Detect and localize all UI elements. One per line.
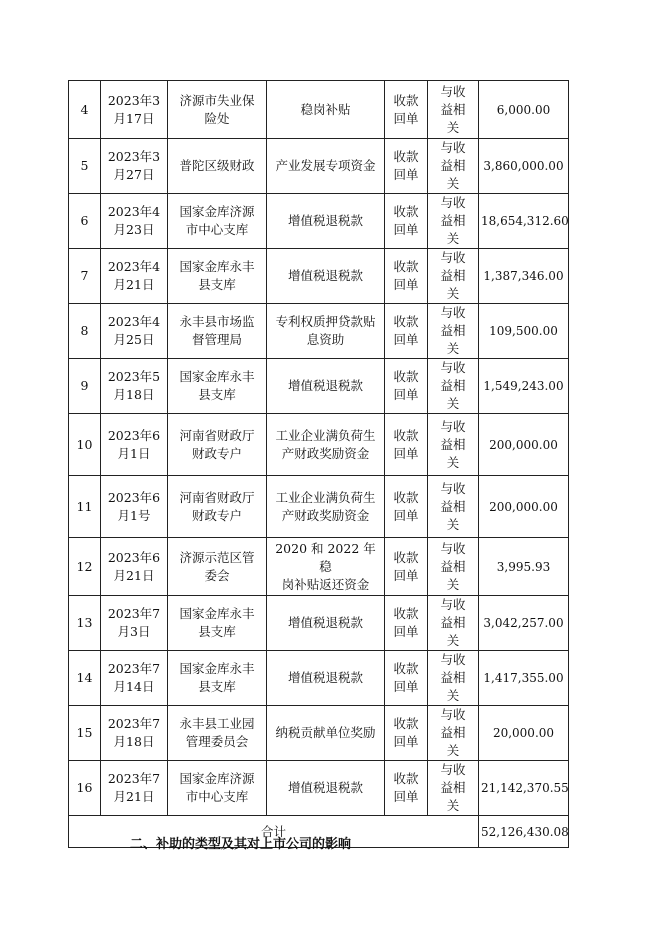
subsidy-item-line: 产业发展专项资金: [275, 158, 376, 173]
voucher-type-line: 回单: [393, 624, 419, 639]
table-row: [69, 304, 569, 359]
relation-type-line: 益相: [440, 780, 466, 795]
voucher-type-line: 回单: [393, 222, 419, 237]
voucher-type: [385, 538, 428, 596]
table-row: [69, 596, 569, 651]
relation-type-line: 关: [446, 516, 460, 532]
payer-line: 河南省财政厅: [179, 489, 255, 505]
relation-type-line: 益相: [440, 213, 466, 228]
subsidy-item: [267, 538, 385, 596]
receipt-date-line: 月18日: [113, 734, 155, 749]
relation-type-line: 与收: [440, 250, 466, 265]
relation-type-line: 关: [446, 454, 460, 470]
voucher-type: [385, 81, 428, 139]
receipt-date-line: 月3日: [117, 624, 151, 639]
relation-type-line: 与收: [440, 360, 466, 375]
receipt-date: [101, 761, 168, 816]
subsidy-item-line: 纳税贡献单位奖励: [275, 725, 376, 740]
receipt-date-line: 2023年7: [107, 606, 161, 621]
subsidy-item: [267, 706, 385, 761]
receipt-date-line: 2023年6: [107, 489, 161, 505]
row-number: 11: [69, 476, 101, 538]
voucher-type: [385, 249, 428, 304]
amount: 1,387,346.00: [479, 249, 569, 304]
voucher-type-line: 回单: [393, 387, 419, 402]
payer-line: 险处: [204, 110, 230, 126]
relation-type: [428, 476, 479, 538]
voucher-type-line: 回单: [393, 110, 419, 126]
voucher-type-line: 收款: [393, 489, 419, 505]
voucher-type-line: 收款: [393, 549, 419, 565]
row-number: 8: [69, 304, 101, 359]
payer: [168, 414, 267, 476]
table-row: [69, 651, 569, 706]
payer-line: 财政专户: [191, 507, 242, 523]
relation-type-line: 益相: [440, 615, 466, 630]
receipt-date-line: 月27日: [113, 167, 155, 182]
payer-line: 县支库: [198, 679, 236, 694]
payer-line: 国家金库永丰: [179, 369, 255, 384]
amount: 200,000.00: [479, 476, 569, 538]
subsidy-item-line: 产财政奖励资金: [281, 445, 370, 461]
subsidy-item: [267, 249, 385, 304]
relation-type-line: 与收: [440, 140, 466, 155]
voucher-type-line: 回单: [393, 679, 419, 694]
receipt-date-line: 月21日: [113, 277, 155, 292]
row-number: 4: [69, 81, 101, 139]
amount: 18,654,312.60: [479, 194, 569, 249]
relation-type: [428, 304, 479, 359]
subsidy-item-line: 产财政奖励资金: [281, 507, 370, 523]
relation-type-line: 益相: [440, 158, 466, 173]
receipt-date-line: 2023年7: [107, 771, 161, 786]
payer-line: 河南省财政厅: [179, 427, 255, 443]
relation-type-line: 益相: [440, 725, 466, 740]
relation-type-line: 与收: [440, 418, 466, 434]
row-number: 6: [69, 194, 101, 249]
subsidy-item-line: 增值税退税款: [287, 670, 363, 685]
voucher-type: [385, 706, 428, 761]
receipt-date: [101, 359, 168, 414]
receipt-date-line: 月25日: [113, 332, 155, 347]
section-heading: 二、补助的类型及其对上市公司的影响: [130, 837, 352, 852]
subsidy-item-line: 增值税退税款: [287, 378, 363, 393]
relation-type-line: 益相: [440, 498, 466, 514]
row-number: 15: [69, 706, 101, 761]
voucher-type: [385, 761, 428, 816]
amount: 109,500.00: [479, 304, 569, 359]
relation-type-line: 与收: [440, 480, 466, 496]
voucher-type: [385, 139, 428, 194]
receipt-date-line: 2023年4: [107, 204, 161, 219]
relation-type-line: 关: [446, 743, 460, 758]
total-label: 合计: [69, 816, 479, 848]
voucher-type: [385, 304, 428, 359]
subsidy-item-line: 增值税退税款: [287, 268, 363, 283]
relation-type-line: 关: [446, 286, 460, 301]
payer-line: 普陀区级财政: [179, 158, 255, 173]
receipt-date-line: 月1号: [117, 507, 151, 523]
relation-type-line: 益相: [440, 101, 466, 117]
relation-type-line: 与收: [440, 597, 466, 612]
voucher-type: [385, 194, 428, 249]
payer-line: 国家金库永丰: [179, 606, 255, 621]
relation-type: [428, 651, 479, 706]
receipt-date: [101, 476, 168, 538]
voucher-type-line: 回单: [393, 167, 419, 182]
amount: 20,000.00: [479, 706, 569, 761]
amount: 6,000.00: [479, 81, 569, 139]
amount: 3,860,000.00: [479, 139, 569, 194]
voucher-type-line: 收款: [393, 259, 419, 274]
voucher-type-line: 回单: [393, 507, 419, 523]
payer: [168, 761, 267, 816]
row-number: 14: [69, 651, 101, 706]
payer: [168, 596, 267, 651]
voucher-type-line: 回单: [393, 332, 419, 347]
relation-type-line: 益相: [440, 378, 466, 393]
payer: [168, 538, 267, 596]
relation-type-line: 与收: [440, 707, 466, 722]
subsidy-item: [267, 476, 385, 538]
voucher-type-line: 收款: [393, 314, 419, 329]
amount: 21,142,370.55: [479, 761, 569, 816]
total-amount: 52,126,430.08: [479, 816, 569, 848]
voucher-type: [385, 596, 428, 651]
payer: [168, 359, 267, 414]
row-number: 16: [69, 761, 101, 816]
subsidy-item: [267, 304, 385, 359]
voucher-type-line: 收款: [393, 606, 419, 621]
receipt-date: [101, 304, 168, 359]
voucher-type-line: 回单: [393, 277, 419, 292]
subsidy-item: [267, 139, 385, 194]
payer-line: 督管理局: [191, 332, 242, 347]
relation-type-line: 与收: [440, 305, 466, 320]
voucher-type: [385, 651, 428, 706]
table-row: [69, 476, 569, 538]
relation-type-line: 益相: [440, 268, 466, 283]
voucher-type-line: 收款: [393, 369, 419, 384]
subsidy-item: [267, 359, 385, 414]
relation-type-line: 益相: [440, 436, 466, 452]
row-number: 13: [69, 596, 101, 651]
payer-line: 国家金库永丰: [179, 661, 255, 676]
row-number: 7: [69, 249, 101, 304]
payer-line: 委会: [204, 567, 230, 583]
voucher-type-line: 收款: [393, 661, 419, 676]
table-row: [69, 414, 569, 476]
voucher-type-line: 收款: [393, 149, 419, 164]
relation-type: [428, 359, 479, 414]
relation-type: [428, 139, 479, 194]
receipt-date-line: 月21日: [113, 567, 155, 583]
payer: [168, 304, 267, 359]
voucher-type-line: 收款: [393, 204, 419, 219]
relation-type: [428, 81, 479, 139]
payer: [168, 651, 267, 706]
relation-type-line: 关: [446, 231, 460, 246]
voucher-type: [385, 359, 428, 414]
row-number: 9: [69, 359, 101, 414]
subsidy-item: [267, 194, 385, 249]
receipt-date: [101, 194, 168, 249]
row-number: 5: [69, 139, 101, 194]
relation-type: [428, 249, 479, 304]
table-row: [69, 139, 569, 194]
subsidy-item: [267, 81, 385, 139]
receipt-date-line: 2023年5: [107, 369, 161, 384]
payer-line: 济源市失业保: [179, 92, 255, 108]
receipt-date: [101, 81, 168, 139]
receipt-date: [101, 651, 168, 706]
receipt-date: [101, 596, 168, 651]
relation-type-line: 关: [446, 396, 460, 411]
relation-type-line: 与收: [440, 762, 466, 777]
relation-type-line: 益相: [440, 558, 466, 574]
subsidy-item: [267, 414, 385, 476]
voucher-type-line: 回单: [393, 567, 419, 583]
voucher-type-line: 回单: [393, 789, 419, 804]
receipt-date-line: 月23日: [113, 222, 155, 237]
receipt-date-line: 2023年7: [107, 661, 161, 676]
voucher-type: [385, 476, 428, 538]
receipt-date: [101, 139, 168, 194]
table-row: [69, 538, 569, 596]
table-row: [69, 194, 569, 249]
receipt-date-line: 2023年4: [107, 314, 161, 329]
relation-type: [428, 414, 479, 476]
receipt-date: [101, 538, 168, 596]
relation-type-line: 与收: [440, 540, 466, 556]
voucher-type-line: 回单: [393, 734, 419, 749]
payer: [168, 706, 267, 761]
payer-line: 县支库: [198, 624, 236, 639]
receipt-date-line: 2023年6: [107, 549, 161, 565]
amount: 1,549,243.00: [479, 359, 569, 414]
receipt-date-line: 月18日: [113, 387, 155, 402]
receipt-date-line: 2023年6: [107, 427, 161, 443]
subsidy-item: [267, 596, 385, 651]
subsidy-item-line: 岗补贴返还资金: [281, 576, 370, 592]
payer: [168, 194, 267, 249]
table-row: [69, 761, 569, 816]
payer-line: 济源示范区管: [179, 549, 255, 565]
receipt-date-line: 2023年7: [107, 716, 161, 731]
payer: [168, 139, 267, 194]
relation-type: [428, 538, 479, 596]
payer: [168, 81, 267, 139]
relation-type: [428, 706, 479, 761]
relation-type-line: 关: [446, 341, 460, 356]
amount: 1,417,355.00: [479, 651, 569, 706]
relation-type-line: 益相: [440, 670, 466, 685]
voucher-type-line: 收款: [393, 427, 419, 443]
relation-type-line: 关: [446, 798, 460, 813]
subsidy-table: [68, 80, 569, 848]
amount: 200,000.00: [479, 414, 569, 476]
subsidy-item-line: 专利权质押贷款贴: [275, 314, 376, 329]
table-row: [69, 81, 569, 139]
voucher-type: [385, 414, 428, 476]
relation-type-line: 益相: [440, 323, 466, 338]
subsidy-item-line: 息资助: [306, 332, 345, 347]
subsidy-item-line: 稳岗补贴: [300, 101, 351, 117]
payer: [168, 476, 267, 538]
relation-type-line: 关: [446, 576, 460, 592]
receipt-date-line: 月17日: [113, 110, 155, 126]
receipt-date-line: 2023年3: [107, 92, 161, 108]
receipt-date-line: 2023年4: [107, 259, 161, 274]
amount: 3,995.93: [479, 538, 569, 596]
receipt-date-line: 2023年3: [107, 149, 161, 164]
payer-line: 永丰县工业园: [179, 716, 255, 731]
payer-line: 县支库: [198, 277, 236, 292]
subsidy-item-line: 工业企业满负荷生: [275, 427, 376, 443]
subsidy-item-line: 增值税退税款: [287, 780, 363, 795]
voucher-type-line: 收款: [393, 716, 419, 731]
relation-type-line: 关: [446, 119, 460, 135]
table-body: [69, 81, 569, 816]
subsidy-item-line: 增值税退税款: [287, 615, 363, 630]
table-row: [69, 706, 569, 761]
table-row: [69, 249, 569, 304]
table-row: [69, 359, 569, 414]
relation-type: [428, 761, 479, 816]
subsidy-item: [267, 761, 385, 816]
relation-type-line: 关: [446, 176, 460, 191]
relation-type-line: 与收: [440, 83, 466, 99]
payer: [168, 249, 267, 304]
receipt-date-line: 月1日: [117, 445, 151, 461]
subsidy-item-line: 工业企业满负荷生: [275, 489, 376, 505]
receipt-date-line: 月14日: [113, 679, 155, 694]
payer-line: 市中心支库: [185, 789, 249, 804]
row-number: 12: [69, 538, 101, 596]
receipt-date: [101, 249, 168, 304]
relation-type-line: 关: [446, 688, 460, 703]
amount: 3,042,257.00: [479, 596, 569, 651]
payer-line: 财政专户: [191, 445, 242, 461]
receipt-date: [101, 706, 168, 761]
voucher-type-line: 收款: [393, 92, 419, 108]
row-number: 10: [69, 414, 101, 476]
relation-type: [428, 194, 479, 249]
payer-line: 市中心支库: [185, 222, 249, 237]
voucher-type-line: 收款: [393, 771, 419, 786]
relation-type: [428, 596, 479, 651]
subsidy-item: [267, 651, 385, 706]
receipt-date-line: 月21日: [113, 789, 155, 804]
payer-line: 永丰县市场监: [179, 314, 255, 329]
payer-line: 国家金库济源: [179, 771, 255, 786]
voucher-type-line: 回单: [393, 445, 419, 461]
relation-type-line: 与收: [440, 652, 466, 667]
payer-line: 国家金库济源: [179, 204, 255, 219]
relation-type-line: 关: [446, 633, 460, 648]
subsidy-item-line: 2020 和 2022 年稳: [275, 540, 376, 574]
relation-type-line: 与收: [440, 195, 466, 210]
payer-line: 管理委员会: [185, 734, 249, 749]
receipt-date: [101, 414, 168, 476]
payer-line: 县支库: [198, 387, 236, 402]
subsidy-item-line: 增值税退税款: [287, 213, 363, 228]
payer-line: 国家金库永丰: [179, 259, 255, 274]
